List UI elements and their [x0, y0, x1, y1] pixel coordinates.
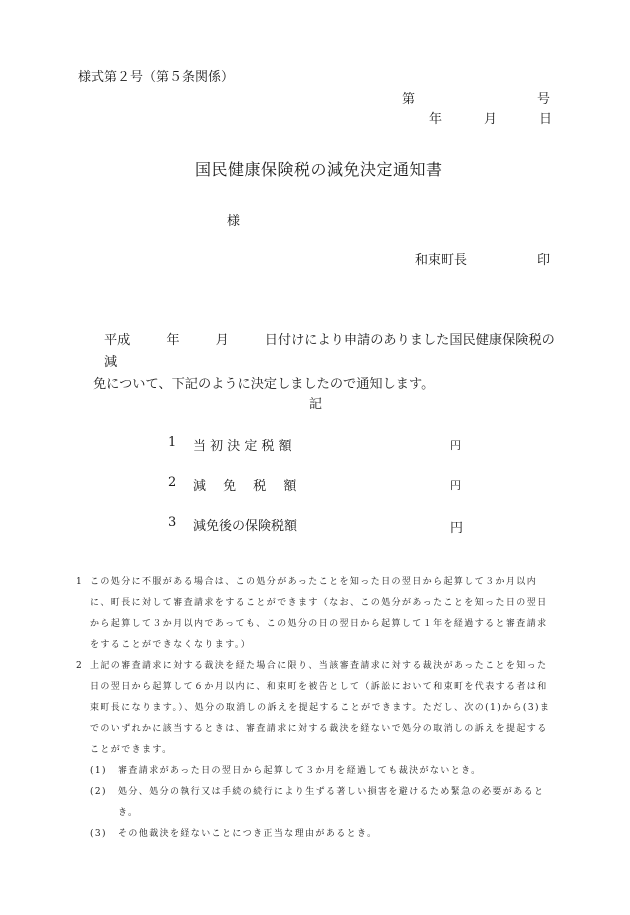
body-line-2: 免について、下記のように決定しましたので通知します。: [93, 377, 435, 392]
sub-note-text: 審査請求があった日の翌日から起算して３か月を経過しても裁決がないとき。: [118, 766, 482, 776]
document-title: 国民健康保険税の減免決定通知書: [195, 160, 443, 179]
item-label: 減免後の保険税額: [193, 519, 298, 534]
item-number: 3: [168, 515, 177, 530]
date-day-label: 日: [539, 112, 553, 127]
sub-note-number: (1): [90, 766, 107, 776]
body-line-1-text: 日付けにより申請のありました国民健康保険税の減: [104, 333, 555, 370]
item-number: 1: [168, 435, 177, 450]
sub-note-number: (3): [90, 829, 107, 839]
document-number-prefix: 第: [402, 92, 416, 107]
body-year-label: 年: [166, 333, 180, 348]
note-text: 上記の審査請求に対する裁決を経た場合に限り、当該審査請求に対する裁決があったことを知った日の翌日から起算して６か月以内に、和束町を被告として（訴訟において和束町を代表する者は和束町長になります。）、処分の取消しの訴えを提起することができます。ただし、次の(1)から(3)までのいずれかに該当するときは、審査請求に対する裁決を経ないで処分の取消しの訴えを提起することができます。: [90, 661, 551, 755]
note-number: 2: [76, 661, 84, 671]
item-number: 2: [168, 475, 177, 490]
note-item: [76, 572, 556, 656]
body-paragraph: [76, 330, 556, 396]
body-line-1: [76, 330, 556, 374]
sub-note-item: [76, 761, 556, 782]
sub-note-item: [76, 782, 556, 824]
sub-note-text: その他裁決を経ないことにつき正当な理由があるとき。: [118, 829, 378, 839]
note-number: 1: [76, 577, 84, 587]
issuer-name: 和束町長: [415, 253, 468, 268]
body-month-label: 月: [215, 333, 229, 348]
sub-note-item: [76, 824, 556, 845]
date-year-label: 年: [429, 112, 443, 127]
sub-note-text: 処分、処分の執行又は手続の続行により生ずる著しい損害を避けるため緊急の必要があるとき。: [118, 787, 545, 818]
document-number-suffix: 号: [537, 92, 551, 107]
item-label: 減 免 税 額: [193, 479, 297, 494]
item-unit: 円: [450, 439, 461, 452]
addressee-honorific: 様: [227, 214, 241, 229]
note-text: この処分に不服がある場合は、この処分があったことを知った日の翌日から起算して３か月以内に、町長に対して審査請求をすることができます（なお、この処分があったことを知った日の翌日から起算して３か月以内であっても、この処分の日の翌日から起算して１年を経過すると審査請求をすることができなくなります。）: [90, 577, 548, 650]
body-era: 平成: [104, 333, 131, 348]
item-unit: 円: [450, 521, 464, 536]
date-month-label: 月: [484, 112, 498, 127]
ki-heading: 記: [309, 397, 323, 412]
item-label: 当 初 決 定 税 額: [193, 439, 292, 454]
note-item: [76, 656, 556, 761]
notes-section: [76, 572, 556, 845]
sub-note-number: (2): [90, 787, 107, 797]
form-number: 様式第２号（第５条関係）: [78, 70, 235, 85]
item-unit: 円: [450, 479, 461, 492]
seal-mark: 印: [537, 253, 551, 268]
